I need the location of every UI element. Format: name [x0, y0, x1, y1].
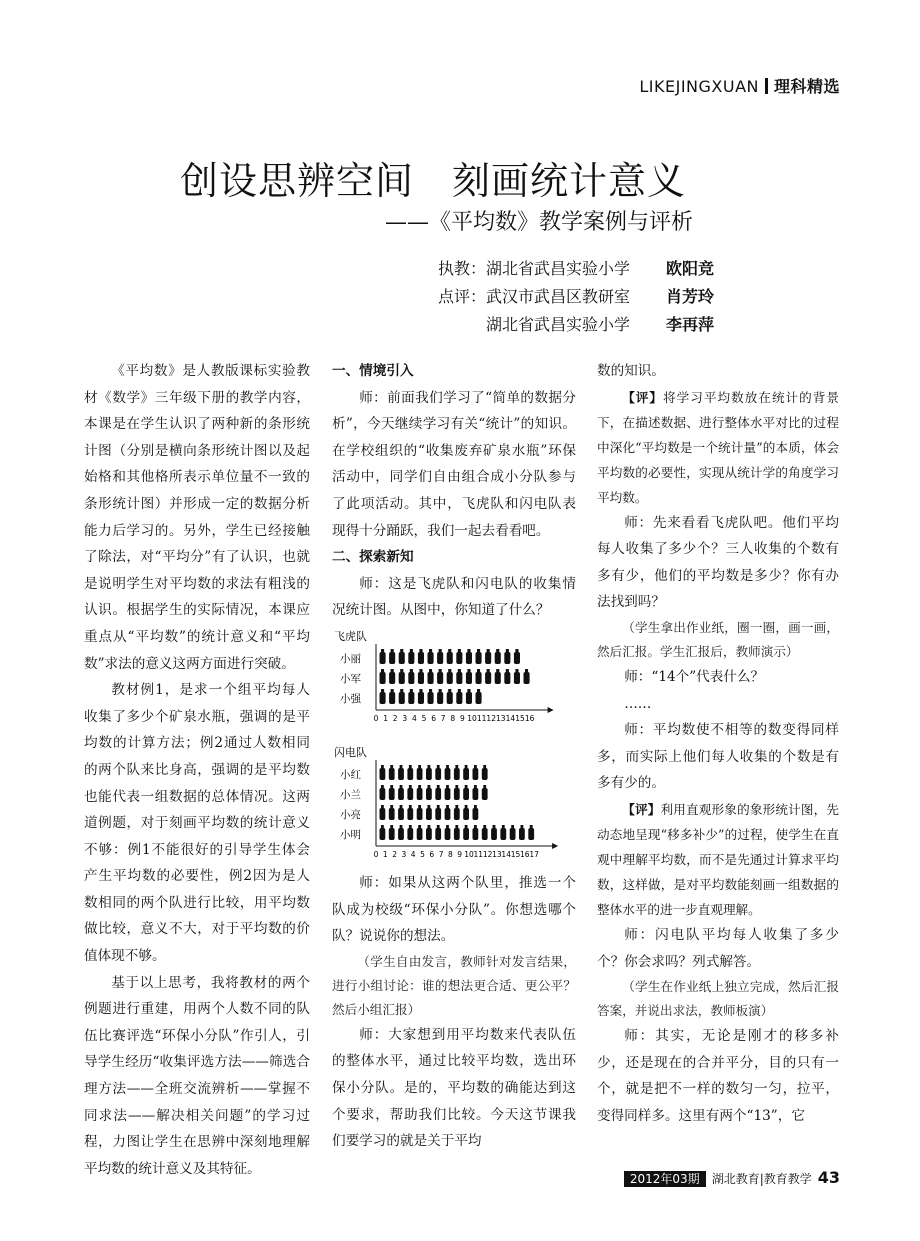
bottle-cap [428, 765, 431, 768]
chart-title: 闪电队 [334, 745, 367, 759]
ellipsis: …… [624, 695, 652, 712]
bottle-cap [455, 785, 458, 788]
bottle-mark [456, 672, 462, 684]
bottle-cap [448, 669, 451, 672]
bottle-mark [482, 788, 488, 800]
bottle-mark [428, 652, 434, 664]
bottle-cap [439, 669, 442, 672]
category-label: 小红 [340, 768, 361, 781]
chart-feihu [332, 626, 576, 738]
bottle-mark [389, 652, 395, 664]
bottle-mark [380, 672, 386, 684]
bottle-cap [390, 805, 393, 808]
bottle-mark [514, 652, 520, 664]
bottle-cap [506, 649, 509, 652]
bottle-mark [454, 808, 460, 820]
chart-shandian-svg [332, 742, 576, 866]
bottle-mark [456, 692, 462, 704]
paragraph: 师：平均数使不相等的数变得同样多，而实际上他们每人收集的个数是有多有少的。 [597, 722, 839, 792]
classroom-note: （学生拿出作业纸，圈一圈，画一画，然后汇报。学生汇报后，教师演示） [597, 619, 839, 659]
bottle-cap [448, 649, 451, 652]
bottle-cap [477, 689, 480, 692]
bottle-mark [389, 768, 395, 780]
section-heading: 一、情境引入 [332, 363, 414, 379]
paragraph: 师：闪电队平均每人收集了多少个？你会求吗？列式解答。 [597, 926, 839, 970]
bottle-mark [463, 828, 469, 840]
bottle-cap [477, 649, 480, 652]
x-tick-label: 1 [382, 849, 388, 859]
header-separator [765, 78, 768, 94]
bottle-mark [482, 768, 488, 780]
author-name: 欧阳竞 [666, 259, 715, 278]
bottle-mark [389, 788, 395, 800]
bottle-cap [409, 825, 412, 828]
x-tick-label: 8 [448, 849, 453, 859]
bottle-mark [389, 808, 395, 820]
x-tick-label: 12 [486, 713, 496, 723]
x-tick-label: 7 [440, 713, 446, 723]
bottle-cap [467, 649, 470, 652]
bottle-cap [428, 825, 431, 828]
bottle-cap [410, 669, 413, 672]
bottle-cap [521, 825, 524, 828]
bottle-mark [476, 672, 482, 684]
x-axis-arrow [552, 843, 558, 849]
bottle-mark [463, 788, 469, 800]
bottle-cap [410, 689, 413, 692]
bottle-mark [473, 808, 479, 820]
bottle-cap [474, 825, 477, 828]
bottle-mark [418, 672, 424, 684]
bottle-cap [465, 805, 468, 808]
bottle-cap [409, 805, 412, 808]
bottle-mark [500, 828, 506, 840]
bottle-mark [407, 788, 413, 800]
bottle-cap [483, 765, 486, 768]
bottle-cap [474, 785, 477, 788]
column-1 [84, 358, 310, 1182]
bottle-mark [398, 828, 404, 840]
category-label: 小军 [340, 672, 361, 685]
author-line-1 [438, 255, 715, 283]
bottle-mark [426, 768, 432, 780]
x-tick-label: 3 [401, 849, 407, 859]
x-tick-label: 0 [373, 849, 379, 859]
bottle-mark [466, 692, 472, 704]
bottle-cap [455, 825, 458, 828]
commentary-text: 将学习平均数放在统计的背景下，在描述数据、进行整体水平对比的过程中深化“平均数是一个统计量”的本质，体会平均数的必要性，实现从统计学的角度学习平均数。 [597, 389, 840, 505]
x-tick-label: 4 [412, 713, 417, 723]
x-tick-label: 7 [438, 849, 444, 859]
paragraph: 师：“14个”代表什么？ [624, 668, 765, 685]
bottle-cap [381, 825, 384, 828]
bottle-cap [506, 669, 509, 672]
paragraph: 《平均数》是人教版课标实验教材《数学》三年级下册的教学内容，本课是在学生认识了两种新的条形统计图（分别是横向条形统计图以及起始格和其他格所表示单位量不一致的条形统计图）并形成一定的数据分析能力后学习的。另外，学生已经接触了除法，对“平均分”有了认识，也就是说明学生对平均数的求法有粗浅的认识。根据学生的实际情况，本课应重点从“平均数”的统计意义和“平均数”求法的意义这两方面进行突破。 [84, 363, 310, 672]
bottle-cap [487, 669, 490, 672]
bottle-cap [428, 785, 431, 788]
bottle-cap [458, 689, 461, 692]
paragraph: 师：其实，无论是刚才的移多补少，还是现在的合并平分，目的只有一个，就是把不一样的数匀一匀，拉平，变得同样多。这里有两个“13”，它 [597, 1028, 839, 1124]
x-tick-label: 13 [496, 713, 506, 723]
paragraph-continued: 数的知识。 [597, 363, 665, 379]
bottle-mark [463, 768, 469, 780]
bottle-mark [447, 672, 453, 684]
bottle-cap [446, 805, 449, 808]
section-heading: 二、探索新知 [332, 549, 414, 566]
classroom-note: （学生在作业纸上独立完成，然后汇报答案，并说出求法，教师板演） [597, 979, 839, 1019]
bottle-mark [473, 768, 479, 780]
bottle-cap [525, 669, 528, 672]
bottle-mark [435, 808, 441, 820]
bottle-mark [417, 808, 423, 820]
bottle-cap [502, 825, 505, 828]
bottle-mark [407, 768, 413, 780]
x-tick-label: 15 [510, 849, 521, 859]
bottle-cap [437, 825, 440, 828]
paragraph: 师：先来看看飞虎队吧。他们平均每人收集了多少个？三人收集的个数有多有少，他们的平均数是多少？你有办法找到吗？ [597, 514, 839, 611]
bottle-mark [398, 808, 404, 820]
bottle-mark [466, 672, 472, 684]
bottle-cap [465, 765, 468, 768]
bottle-cap [455, 805, 458, 808]
bottle-cap [474, 765, 477, 768]
bottle-mark [510, 828, 516, 840]
bottle-mark [428, 692, 434, 704]
bottle-cap [458, 669, 461, 672]
bottle-cap [483, 785, 486, 788]
bottle-mark [504, 652, 510, 664]
x-tick-label: 11 [476, 713, 487, 723]
bottle-mark [417, 828, 423, 840]
bottle-cap [400, 765, 403, 768]
bottle-mark [399, 672, 405, 684]
x-tick-label: 9 [457, 849, 463, 859]
paragraph: 师：前面我们学习了“简单的数据分析”，今天继续学习有关“统计”的知识。在学校组织的“收集废弃矿泉水瓶”环保活动中，同学们自由组合成小分队参与了此项活动。其中，飞虎队和闪电队表现得十分踊跃，我们一起去看看吧。 [332, 389, 576, 539]
bottle-cap [390, 825, 393, 828]
bottle-cap [410, 649, 413, 652]
column-2 [332, 358, 576, 1155]
category-label: 小兰 [340, 788, 361, 801]
bottle-mark [437, 652, 443, 664]
running-header [639, 74, 840, 97]
bottle-mark [380, 788, 386, 800]
bottle-cap [446, 765, 449, 768]
bottle-cap [409, 785, 412, 788]
bottle-mark [456, 652, 462, 664]
bottle-mark [428, 672, 434, 684]
title-part-2: 刻画统计意义 [452, 159, 687, 203]
chart-feihu-svg [332, 626, 576, 738]
x-tick-label: 13 [492, 849, 502, 859]
bottle-mark [466, 652, 472, 664]
chart-shandian [332, 742, 576, 866]
bottle-mark [407, 828, 413, 840]
bottle-mark [399, 692, 405, 704]
bottle-cap [418, 805, 421, 808]
x-tick-label: 2 [392, 713, 398, 723]
x-tick-label: 16 [524, 713, 535, 723]
bottle-cap [474, 805, 477, 808]
bottle-cap [515, 649, 518, 652]
bottle-cap [390, 765, 393, 768]
bottle-cap [467, 669, 470, 672]
bottle-cap [400, 689, 403, 692]
bottle-cap [390, 785, 393, 788]
bottle-mark [380, 692, 386, 704]
bottle-mark [447, 692, 453, 704]
bottle-cap [429, 649, 432, 652]
bottle-cap [496, 649, 499, 652]
bottle-cap [446, 825, 449, 828]
x-tick-label: 5 [420, 849, 425, 859]
bottle-mark [463, 808, 469, 820]
author-affiliation: 湖北省武昌实验小学 [486, 315, 631, 334]
bottle-mark [524, 672, 530, 684]
bottle-cap [483, 825, 486, 828]
bottle-mark [417, 768, 423, 780]
x-tick-label: 17 [529, 849, 539, 859]
category-label: 小强 [340, 692, 361, 705]
bottle-cap [428, 805, 431, 808]
bottle-mark [408, 692, 414, 704]
bottle-mark [389, 828, 395, 840]
bottle-cap [448, 689, 451, 692]
bottle-mark [437, 672, 443, 684]
bottle-cap [439, 689, 442, 692]
bottle-mark [445, 808, 451, 820]
bottle-cap [409, 765, 412, 768]
page-footer [624, 1168, 840, 1187]
bottle-cap [515, 669, 518, 672]
x-tick-label: 14 [505, 713, 516, 723]
bottle-cap [429, 689, 432, 692]
bottle-mark [495, 652, 501, 664]
bottle-cap [477, 669, 480, 672]
bottle-cap [446, 785, 449, 788]
bottle-cap [458, 649, 461, 652]
bottle-mark [445, 828, 451, 840]
bottle-mark [398, 768, 404, 780]
bottle-cap [437, 785, 440, 788]
bottle-mark [407, 808, 413, 820]
commentary [597, 797, 839, 922]
bottle-mark [528, 828, 534, 840]
bottle-mark [445, 768, 451, 780]
x-tick-label: 3 [402, 713, 408, 723]
commentary [597, 385, 839, 510]
bottle-mark [454, 788, 460, 800]
bottle-mark [491, 828, 497, 840]
bottle-mark [519, 828, 525, 840]
bottle-cap [467, 689, 470, 692]
article-title [180, 150, 686, 205]
author-affiliation: 点评：武汉市武昌区教研室 [438, 287, 631, 306]
bottle-cap [530, 825, 533, 828]
bottle-cap [465, 825, 468, 828]
bottle-mark [398, 788, 404, 800]
bottle-mark [495, 672, 501, 684]
commentary-tag: 【评】 [622, 801, 661, 817]
bottle-cap [496, 669, 499, 672]
x-tick-label: 11 [473, 849, 484, 859]
bottle-cap [400, 669, 403, 672]
author-line-2 [438, 283, 715, 311]
x-tick-label: 6 [429, 849, 435, 859]
paragraph: 基于以上思考，我将教材的两个例题进行重建，用两个人数不同的队伍比赛评选“环保小分队”作引人，引导学生经历“收集评选方法——筛选合理方法——全班交流辨析——掌握不同求法——解决相关问题”的学习过程，力图让学生在思辨中深刻地理解平均数的统计意义及其特征。 [84, 974, 310, 1177]
bottle-mark [408, 672, 414, 684]
paragraph: 师：大家想到用平均数来代表队伍的整体水平，通过比较平均数，选出环保小分队。是的，平均数的确能达到这个要求，帮助我们比较。今天这节课我们要学习的就是关于平均 [332, 1026, 576, 1150]
bottle-mark [389, 672, 395, 684]
bottle-cap [400, 649, 403, 652]
bottle-cap [455, 765, 458, 768]
article-subtitle: ——《平均数》教学案例与评析 [385, 210, 694, 235]
x-tick-label: 15 [515, 713, 525, 723]
footer-issue: 2012年03期 [624, 1171, 706, 1187]
bottle-mark [454, 828, 460, 840]
bottle-cap [418, 825, 421, 828]
x-tick-label: 4 [410, 849, 416, 859]
bottle-mark [514, 672, 520, 684]
x-tick-label: 12 [482, 849, 493, 859]
bottle-cap [391, 649, 394, 652]
bottle-cap [400, 825, 403, 828]
bottle-mark [447, 652, 453, 664]
header-pinyin: LIKEJINGXUAN [639, 77, 759, 96]
header-section: 理科精选 [773, 77, 840, 96]
author-line-3 [486, 311, 715, 339]
x-tick-label: 2 [392, 849, 397, 859]
title-part-1: 创设思辨空间 [180, 159, 415, 203]
bottle-cap [400, 805, 403, 808]
x-tick-label: 6 [431, 713, 436, 723]
bottle-mark [380, 652, 386, 664]
bottle-mark [418, 692, 424, 704]
author-name: 李再萍 [666, 315, 715, 334]
category-label: 小亮 [340, 808, 361, 821]
bottle-mark [473, 788, 479, 800]
bottle-cap [429, 669, 432, 672]
x-tick-label: 9 [460, 713, 465, 723]
bottle-cap [418, 765, 421, 768]
bottle-mark [485, 672, 491, 684]
bottle-mark [399, 652, 405, 664]
bottle-cap [381, 689, 384, 692]
bottle-cap [381, 785, 384, 788]
column-3 [597, 358, 839, 1130]
category-label: 小丽 [340, 652, 361, 665]
bottle-mark [418, 652, 424, 664]
x-tick-label: 10 [467, 713, 477, 723]
bottle-cap [465, 785, 468, 788]
bottle-mark [435, 828, 441, 840]
bottle-cap [437, 805, 440, 808]
paragraph: 师：这是飞虎队和闪电队的收集情况统计图。从图中，你知道了什么？ [332, 575, 576, 619]
x-tick-label: 1 [383, 713, 388, 723]
bottle-mark [485, 652, 491, 664]
x-tick-label: 5 [421, 713, 427, 723]
page-number: 43 [817, 1168, 840, 1187]
bottle-mark [482, 828, 488, 840]
author-affiliation: 执教：湖北省武昌实验小学 [438, 259, 631, 278]
x-tick-label: 16 [520, 849, 530, 859]
bottle-mark [435, 768, 441, 780]
bottle-mark [476, 652, 482, 664]
bottle-cap [400, 785, 403, 788]
bottle-cap [487, 649, 490, 652]
bottle-cap [381, 765, 384, 768]
bottle-mark [408, 652, 414, 664]
footer-journal: 湖北教育|教育教学 [711, 1172, 812, 1186]
bottle-mark [437, 692, 443, 704]
paragraph: 教材例1，是求一个组平均每人收集了多少个矿泉水瓶，强调的是平均数的计算方法；例2通过人数相同的两个队来比身高，强调的是平均数也能代表一组数据的总体情况。这两道例题，对于刻画平均数的统计意义不够：例1不能很好的引导学生体会产生平均数的必要性，例2因为是人数相同的两个队进行比较，用平均数做比较，意义不大，对于平均数的价值体现不够。 [84, 682, 310, 965]
bottle-cap [418, 785, 421, 788]
bottle-mark [473, 828, 479, 840]
bottle-cap [439, 649, 442, 652]
x-axis-arrow [548, 707, 554, 713]
bottle-cap [381, 669, 384, 672]
bottle-mark [426, 788, 432, 800]
bottle-mark [445, 788, 451, 800]
bottle-cap [511, 825, 514, 828]
x-tick-label: 14 [501, 849, 511, 859]
bottle-cap [419, 669, 422, 672]
bottle-mark [435, 788, 441, 800]
bottle-mark [426, 808, 432, 820]
commentary-tag: 【评】 [622, 389, 664, 405]
bottle-cap [381, 649, 384, 652]
paragraph: 师：如果从这两个队里，推选一个队成为校级“环保小分队”。你想选哪个队？说说你的想法。 [332, 874, 576, 945]
bottle-mark [380, 808, 386, 820]
author-name: 肖芳玲 [666, 287, 715, 306]
bottle-cap [381, 805, 384, 808]
bottle-cap [419, 649, 422, 652]
commentary-text: 利用直观形象的象形统计图，先动态地呈现“移多补少”的过程，使学生在直观中理解平均数，而不是先通过计算求平均数，这样做，是对平均数能刻画一组数据的整体水平的进一步直观理解。 [597, 801, 840, 917]
bottle-cap [391, 669, 394, 672]
x-tick-label: 0 [373, 713, 379, 723]
category-label: 小明 [340, 828, 361, 841]
bottle-mark [454, 768, 460, 780]
bottle-mark [380, 828, 386, 840]
bottle-mark [426, 828, 432, 840]
bottle-mark [417, 788, 423, 800]
bottle-mark [389, 692, 395, 704]
x-tick-label: 8 [450, 713, 456, 723]
x-tick-label: 10 [464, 849, 474, 859]
bottle-mark [476, 692, 482, 704]
bottle-cap [493, 825, 496, 828]
bottle-cap [419, 689, 422, 692]
chart-title: 飞虎队 [334, 629, 367, 643]
bottle-mark [380, 768, 386, 780]
bottle-cap [391, 689, 394, 692]
bottle-cap [437, 765, 440, 768]
classroom-note: （学生自由发言，教师针对发言结果，进行小组讨论：谁的想法更合适、更公平？然后小组汇报） [332, 953, 576, 1017]
bottle-mark [504, 672, 510, 684]
